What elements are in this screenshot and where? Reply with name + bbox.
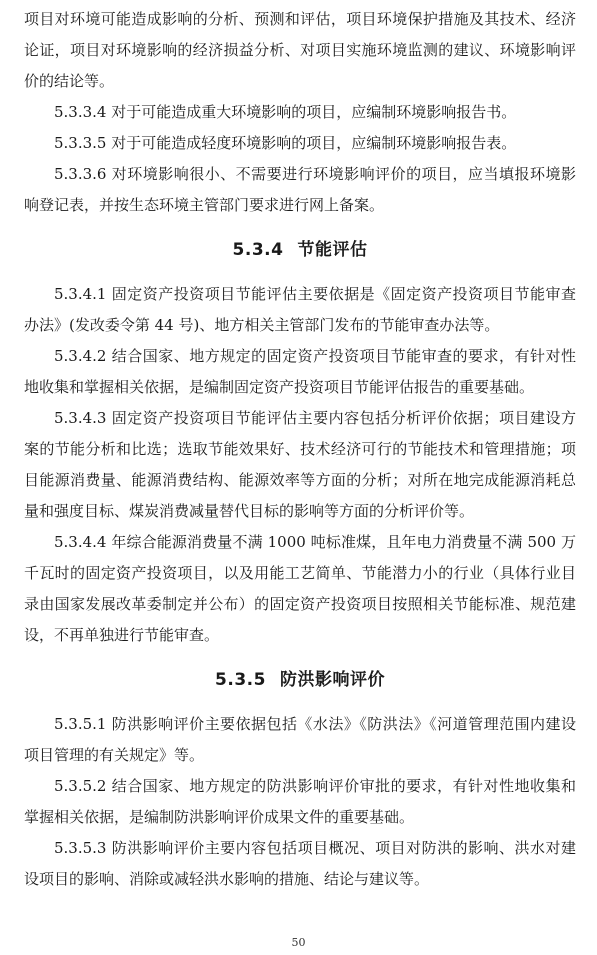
section-title: 防洪影响评价 [279, 670, 385, 690]
paragraph-5-3-4-2: 5.3.4.2 结合国家、地方规定的固定资产投资项目节能审查的要求，有针对性地收集和掌握相关依据，是编制固定资产投资项目节能评估报告的重要基础。 [24, 347, 576, 396]
section-heading-5-3-5 [24, 651, 576, 709]
paragraph-5-3-3-6: 5.3.3.6 对环境影响很小、不需要进行环境影响评价的项目，应当填报环境影响登记表，并按生态环境主管部门要求进行网上备案。 [24, 165, 576, 214]
paragraph-5-3-4-3: 5.3.4.3 固定资产投资项目节能评估主要内容包括分析评价依据；项目建设方案的节能分析和比选；选取节能效果好、技术经济可行的节能技术和管理措施；项目能源消费量、能源消费结构、能源效率等方面的分析；对所在地完成能源消耗总量和强度目标、煤炭消费减量替代目标的影响等方面的分析评价等。 [24, 409, 576, 520]
paragraph-5-3-4-4: 5.3.4.4 年综合能源消费量不满 1000 吨标准煤，且年电力消费量不满 500 万千瓦时的固定资产投资项目，以及用能工艺简单、节能潜力小的行业（具体行业目录由国家发展改革委制定并公布）的固定资产投资项目按照相关节能标准、规范建设，不再单独进行节能审查。 [24, 533, 576, 644]
section-number: 5.3.5 [215, 670, 266, 690]
section-number: 5.3.4 [232, 240, 284, 260]
paragraph-5-3-3-4: 5.3.3.4 对于可能造成重大环境影响的项目，应编制环境影响报告书。 [54, 103, 517, 121]
section-title: 节能评估 [297, 240, 368, 260]
paragraph-5-3-3-5: 5.3.3.5 对于可能造成轻度环境影响的项目，应编制环境影响报告表。 [54, 134, 517, 152]
section-heading-5-3-4 [24, 221, 576, 279]
page-number: 50 [291, 936, 306, 949]
paragraph-5-3-5-2: 5.3.5.2 结合国家、地方规定的防洪影响评价审批的要求，有针对性地收集和掌握相关依据，是编制防洪影响评价成果文件的重要基础。 [24, 777, 576, 826]
paragraph-5-3-5-3: 5.3.5.3 防洪影响评价主要内容包括项目概况、项目对防洪的影响、洪水对建设项目的影响、消除或减轻洪水影响的措施、结论与建议等。 [24, 839, 576, 888]
paragraph-5-3-4-1: 5.3.4.1 固定资产投资项目节能评估主要依据是《固定资产投资项目节能审查办法》(发改委令第 44 号)、地方相关主管部门发布的节能审查办法等。 [24, 285, 576, 334]
paragraph-5-3-5-1: 5.3.5.1 防洪影响评价主要依据包括《水法》《防洪法》《河道管理范围内建设项目管理的有关规定》等。 [24, 715, 576, 764]
document-page [24, 4, 576, 895]
paragraph-env-analysis: 项目对环境可能造成影响的分析、预测和评估，项目环境保护措施及其技术、经济论证，项目对环境影响的经济损益分析、对项目实施环境监测的建议、环境影响评价的结论等。 [24, 10, 576, 90]
